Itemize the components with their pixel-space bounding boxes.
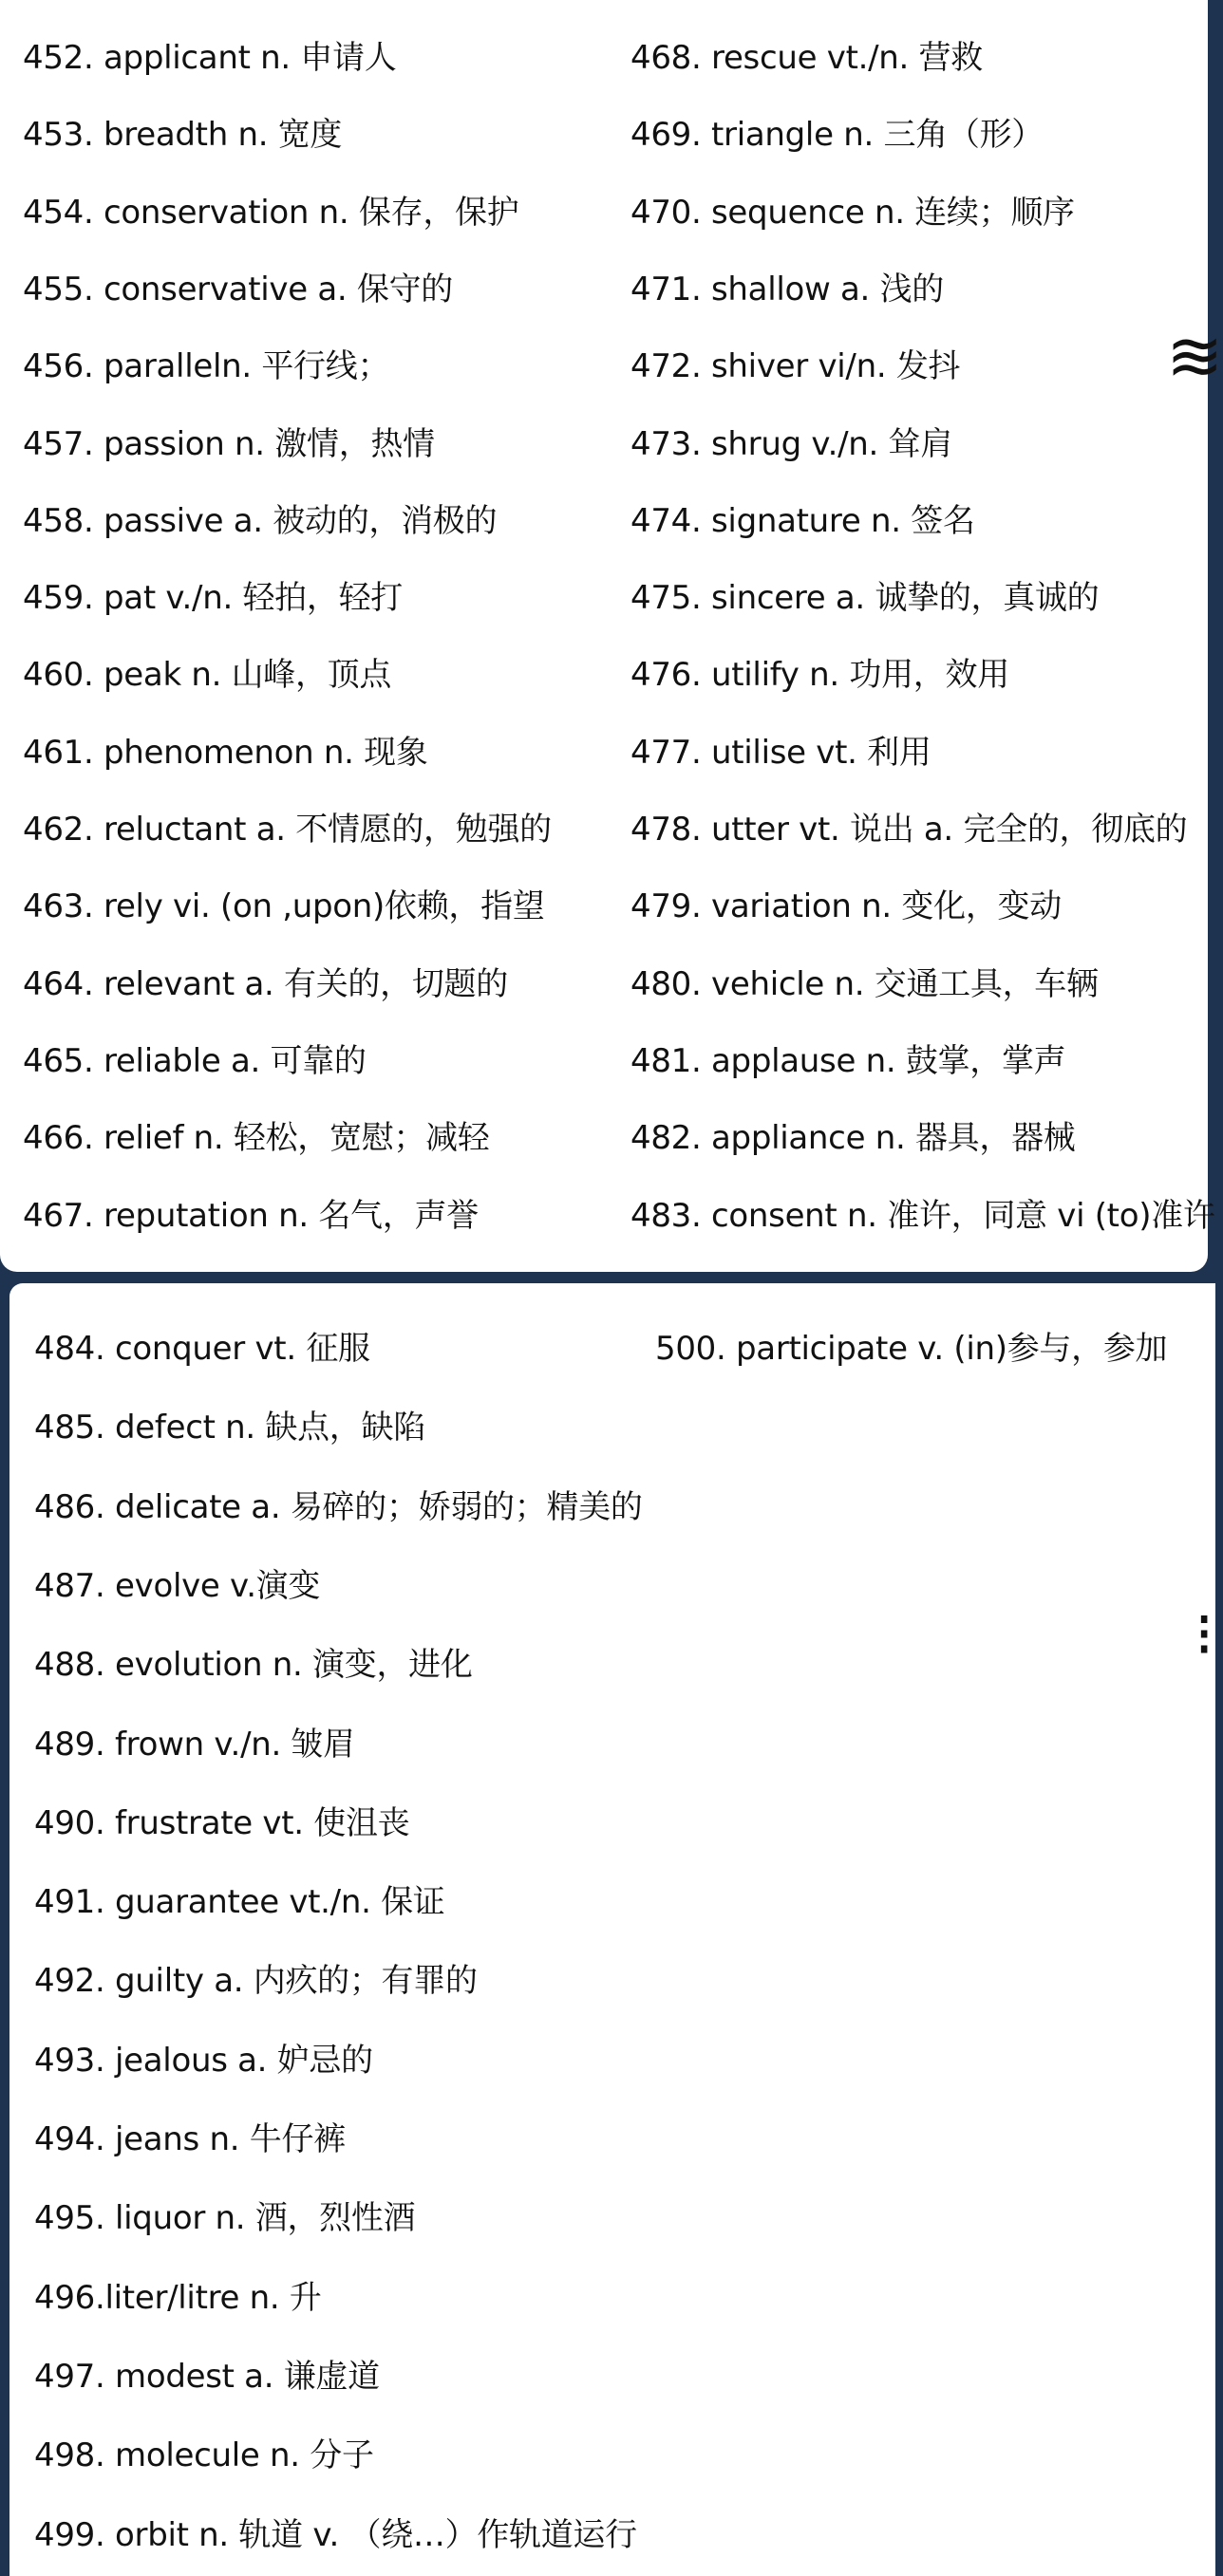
vocab-entry: 463. rely vi. (on ,upon)依赖，指望	[23, 887, 545, 926]
vocab-entry: 493. jealous a. 妒忌的	[34, 2041, 373, 2080]
vocab-entry: 458. passive a. 被动的，消极的	[23, 501, 498, 540]
vocab-entry: 479. variation n. 变化，变动	[630, 887, 1062, 926]
vocab-entry: 475. sincere a. 诚挚的，真诚的	[630, 579, 1100, 618]
vocab-card-bottom	[9, 1283, 1215, 2576]
vocab-entry: 496.liter/litre n. 升	[34, 2278, 322, 2317]
vocab-entry: 476. utilify n. 功用，效用	[630, 656, 1009, 695]
vocab-entry: 497. modest a. 谦虚道	[34, 2357, 380, 2396]
vocab-entry: 478. utter vt. 说出 a. 完全的，彻底的	[630, 811, 1188, 849]
vocab-entry: 456. paralleln. 平行线；	[23, 347, 390, 386]
vocab-entry: 455. conservative a. 保守的	[23, 270, 453, 308]
vocab-entry: 490. frustrate vt. 使沮丧	[34, 1803, 410, 1842]
vocab-entry: 488. evolution n. 演变，进化	[34, 1646, 473, 1685]
vocab-entry: 498. molecule n. 分子	[34, 2436, 374, 2475]
vocab-entry: 471. shallow a. 浅的	[630, 270, 944, 308]
vocab-entry: 454. conservation n. 保存，保护	[23, 193, 519, 232]
vocab-entry: 459. pat v./n. 轻拍，轻打	[23, 579, 403, 618]
vocab-entry: 461. phenomenon n. 现象	[23, 733, 428, 772]
vocab-entry: 466. relief n. 轻松，宽慰；减轻	[23, 1119, 490, 1158]
vocab-entry: 452. applicant n. 申请人	[23, 39, 397, 77]
dots-mark-icon: ⁝	[1195, 1600, 1214, 1671]
vocab-entry: 489. frown v./n. 皱眉	[34, 1725, 355, 1764]
vocab-entry: 500. participate v. (in)参与，参加	[655, 1330, 1168, 1368]
vocab-entry: 460. peak n. 山峰，顶点	[23, 656, 392, 695]
vocab-entry: 477. utilise vt. 利用	[630, 733, 931, 772]
vocab-entry: 494. jeans n. 牛仔裤	[34, 2120, 346, 2158]
vocab-entry: 486. delicate a. 易碎的；娇弱的；精美的	[34, 1487, 643, 1526]
vocab-entry: 473. shrug v./n. 耸肩	[630, 424, 952, 463]
vocab-entry: 495. liquor n. 酒，烈性酒	[34, 2199, 416, 2238]
vocab-entry: 469. triangle n. 三角（形）	[630, 116, 1044, 155]
vocab-entry: 457. passion n. 激情，热情	[23, 424, 435, 463]
vocab-entry: 464. relevant a. 有关的，切题的	[23, 964, 508, 1003]
vocab-entry: 483. consent n. 准许，同意 vi (to)准许	[630, 1196, 1215, 1235]
wave-mark-icon: ≋	[1166, 316, 1223, 396]
vocab-entry: 499. orbit n. 轨道 v. （绕…）作轨道运行	[34, 2515, 637, 2554]
vocab-entry: 465. reliable a. 可靠的	[23, 1041, 367, 1080]
vocab-entry: 491. guarantee vt./n. 保证	[34, 1883, 445, 1922]
vocab-entry: 468. rescue vt./n. 营救	[630, 39, 983, 77]
vocab-entry: 467. reputation n. 名气，声誉	[23, 1196, 479, 1235]
vocab-entry: 480. vehicle n. 交通工具，车辆	[630, 964, 1099, 1003]
vocab-entry: 453. breadth n. 宽度	[23, 116, 343, 155]
vocab-entry: 481. applause n. 鼓掌，掌声	[630, 1041, 1066, 1080]
vocab-entry: 487. evolve v.演变	[34, 1566, 321, 1605]
vocab-entry: 470. sequence n. 连续；顺序	[630, 193, 1075, 232]
vocab-entry: 462. reluctant a. 不情愿的，勉强的	[23, 811, 552, 849]
vocab-entry: 472. shiver vi/n. 发抖	[630, 347, 961, 386]
vocab-entry: 492. guilty a. 内疚的；有罪的	[34, 1962, 478, 2001]
vocab-entry: 482. appliance n. 器具，器械	[630, 1119, 1076, 1158]
vocab-entry: 485. defect n. 缺点，缺陷	[34, 1409, 425, 1447]
vocab-entry: 474. signature n. 签名	[630, 501, 975, 540]
vocab-entry: 484. conquer vt. 征服	[34, 1330, 370, 1368]
vocab-card-top	[0, 0, 1223, 1272]
